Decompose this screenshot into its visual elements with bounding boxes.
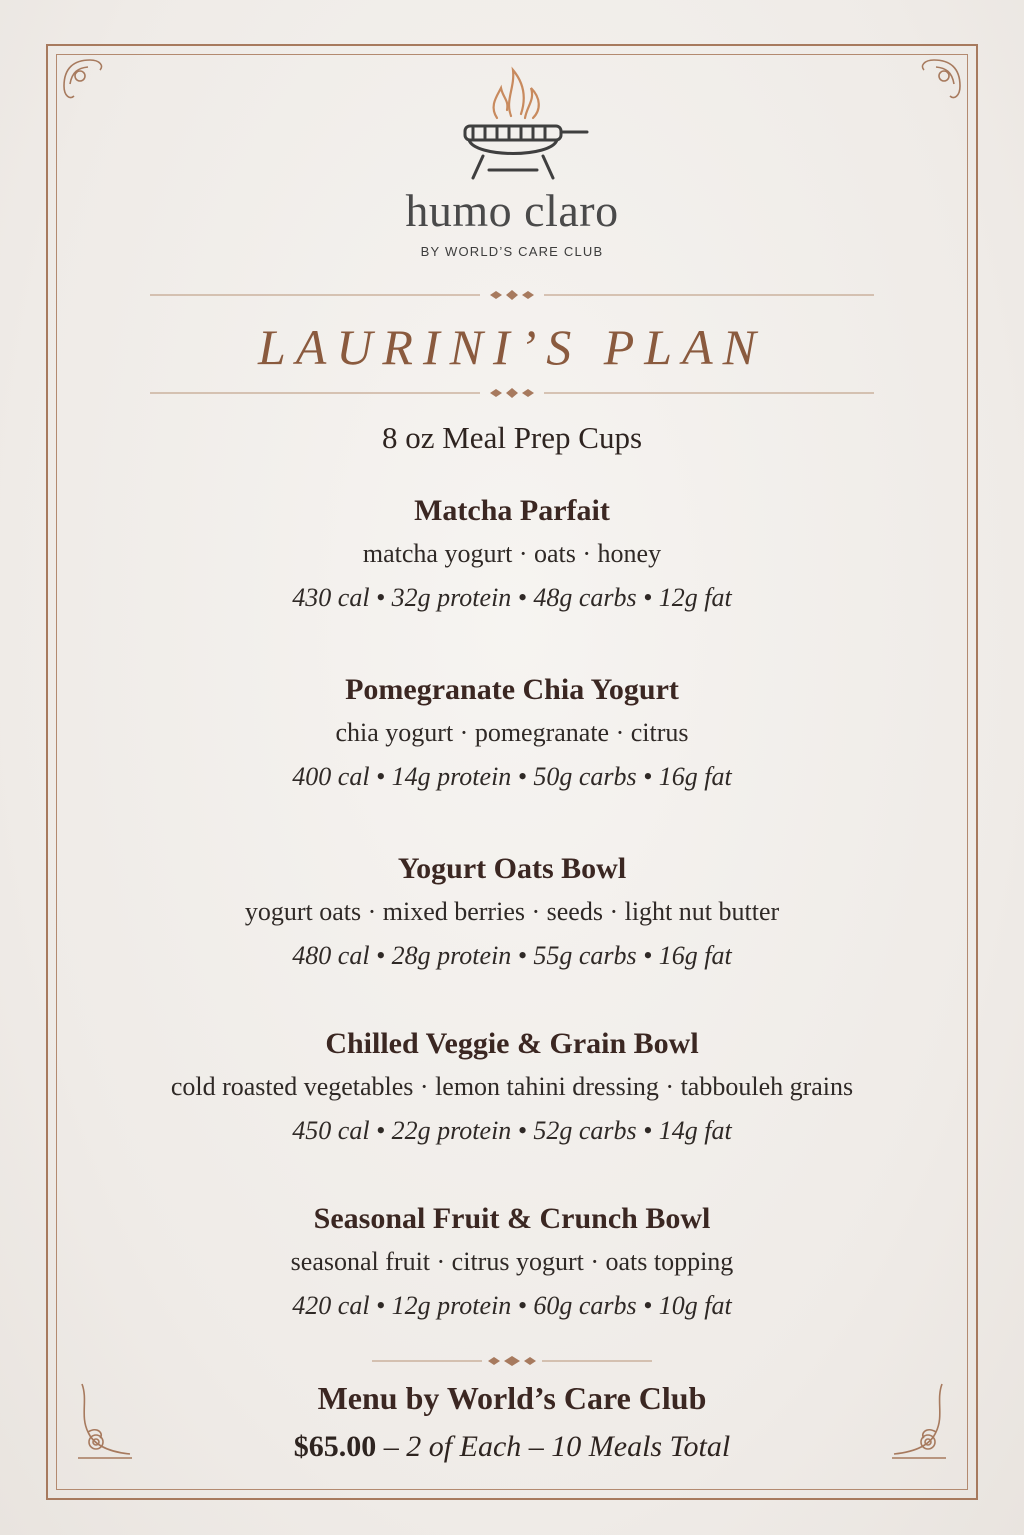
brand-name: humo claro: [405, 185, 619, 236]
menu-item-name: Pomegranate Chia Yogurt: [345, 673, 679, 706]
divider-ornament-icon: [372, 1355, 652, 1367]
menu-item: [0, 1023, 1024, 1153]
menu-item: [0, 1198, 1024, 1328]
divider-ornament-icon: [150, 289, 874, 301]
brand-logo: [0, 66, 1024, 186]
divider-ornament-icon: [150, 387, 874, 399]
menu-item: [0, 490, 1024, 620]
menu-item-ingredients: yogurt oats · mixed berries · seeds · light nut butter: [244, 897, 780, 926]
menu-item-nutrition: 480 cal • 28g protein • 55g carbs • 16g fat: [292, 941, 732, 970]
menu-item-nutrition: 400 cal • 14g protein • 50g carbs • 16g fat: [292, 762, 732, 791]
footer-price-line: [0, 1430, 1024, 1464]
grill-flame-logo-icon: [427, 66, 597, 186]
menu-item-ingredients: matcha yogurt · oats · honey: [362, 539, 662, 568]
menu-item-name: Yogurt Oats Bowl: [397, 852, 627, 885]
menu-item-nutrition: 430 cal • 32g protein • 48g carbs • 12g fat: [292, 583, 732, 612]
menu-item-name: Chilled Veggie & Grain Bowl: [325, 1027, 699, 1060]
menu-subtitle: 8 oz Meal Prep Cups: [381, 420, 643, 455]
menu-item-nutrition: 450 cal • 22g protein • 52g carbs • 14g fat: [292, 1116, 732, 1145]
menu-item-name: Seasonal Fruit & Crunch Bowl: [313, 1202, 711, 1235]
menu-item: [0, 848, 1024, 978]
price-details: – 2 of Each – 10 Meals Total: [376, 1430, 731, 1463]
menu-item-name: Matcha Parfait: [414, 494, 610, 527]
price-amount: $65.00: [293, 1430, 377, 1463]
menu-item-ingredients: seasonal fruit · citrus yogurt · oats topping: [290, 1247, 734, 1276]
menu-item-nutrition: 420 cal • 12g protein • 60g carbs • 10g fat: [292, 1291, 732, 1320]
menu-item-ingredients: chia yogurt · pomegranate · citrus: [335, 718, 689, 747]
footer-title: Menu by World’s Care Club: [317, 1380, 707, 1416]
brand-tagline: BY WORLD’S CARE CLUB: [420, 244, 604, 259]
menu-item-ingredients: cold roasted vegetables · lemon tahini dressing · tabbouleh grains: [170, 1072, 854, 1101]
plan-title: LAURINI’S PLAN: [257, 319, 767, 375]
menu-item: [0, 669, 1024, 799]
